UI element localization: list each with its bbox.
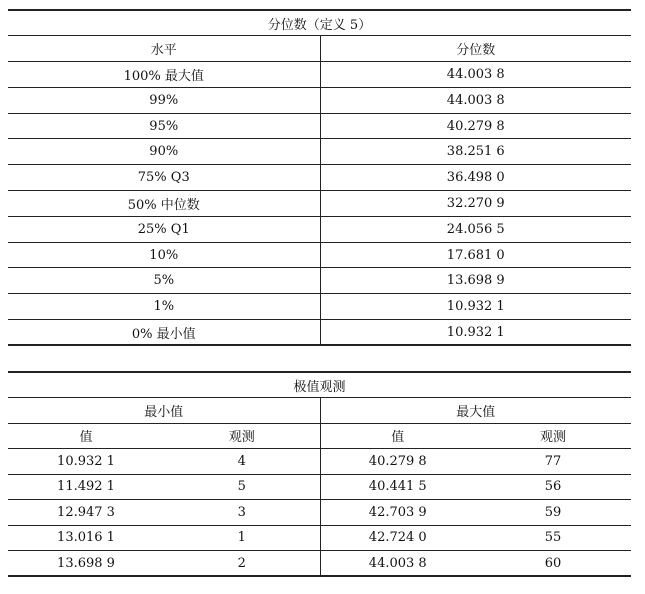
min-value-cell: 12.947 3 xyxy=(8,500,164,526)
max-obs-cell: 77 xyxy=(475,449,631,475)
extreme-table-title: 极值观测 xyxy=(293,379,346,395)
table-row xyxy=(8,551,631,577)
quantile-header-row xyxy=(8,36,631,62)
quantile-value-cell: 17.681 0 xyxy=(320,242,631,268)
table-row xyxy=(8,165,631,191)
quantile-value-cell: 10.932 1 xyxy=(320,320,631,346)
max-obs-header: 观测 xyxy=(475,423,631,449)
table-row xyxy=(8,500,631,526)
table-row xyxy=(8,525,631,551)
quantile-value-cell: 38.251 6 xyxy=(320,139,631,165)
level-cell: 10% xyxy=(8,242,320,268)
min-value-header: 值 xyxy=(8,423,164,449)
table-row xyxy=(8,62,631,88)
level-header: 水平 xyxy=(8,36,320,62)
min-obs-header: 观测 xyxy=(164,423,320,449)
quantile-value-cell: 36.498 0 xyxy=(320,165,631,191)
extreme-title-row xyxy=(8,372,631,398)
min-value-cell: 13.698 9 xyxy=(8,551,164,577)
level-cell: 100% 最大值 xyxy=(8,62,320,88)
min-obs-cell: 4 xyxy=(164,449,320,475)
max-obs-cell: 59 xyxy=(475,500,631,526)
quantile-value-cell: 44.003 8 xyxy=(320,62,631,88)
extreme-group-row xyxy=(8,398,631,424)
min-group-header: 最小值 xyxy=(8,398,320,424)
table-row xyxy=(8,87,631,113)
quantile-table xyxy=(8,9,631,346)
quantile-value-cell: 10.932 1 xyxy=(320,294,631,320)
table-row xyxy=(8,268,631,294)
quantile-value-cell: 40.279 8 xyxy=(320,113,631,139)
max-value-cell: 42.724 0 xyxy=(320,525,475,551)
max-value-cell: 42.703 9 xyxy=(320,500,475,526)
max-obs-cell: 56 xyxy=(475,474,631,500)
table-row xyxy=(8,139,631,165)
level-cell: 95% xyxy=(8,113,320,139)
table-row xyxy=(8,449,631,475)
extreme-observations-table xyxy=(8,371,631,577)
quantile-value-cell: 44.003 8 xyxy=(320,87,631,113)
quantile-header: 分位数 xyxy=(320,36,631,62)
min-value-cell: 13.016 1 xyxy=(8,525,164,551)
table-row xyxy=(8,474,631,500)
quantile-value-cell: 24.056 5 xyxy=(320,216,631,242)
quantile-value-cell: 13.698 9 xyxy=(320,268,631,294)
max-group-header: 最大值 xyxy=(320,398,631,424)
table-row xyxy=(8,320,631,346)
level-cell: 1% xyxy=(8,294,320,320)
table-row xyxy=(8,113,631,139)
quantile-table-title: 分位数（定义 5） xyxy=(267,17,372,33)
max-obs-cell: 60 xyxy=(475,551,631,577)
level-cell: 99% xyxy=(8,87,320,113)
level-cell: 0% 最小值 xyxy=(8,320,320,346)
min-obs-cell: 5 xyxy=(164,474,320,500)
max-value-header: 值 xyxy=(320,423,475,449)
table-row xyxy=(8,191,631,217)
extreme-header-row xyxy=(8,423,631,449)
min-value-cell: 11.492 1 xyxy=(8,474,164,500)
level-cell: 75% Q3 xyxy=(8,165,320,191)
min-obs-cell: 2 xyxy=(164,551,320,577)
level-cell: 25% Q1 xyxy=(8,216,320,242)
min-obs-cell: 1 xyxy=(164,525,320,551)
level-cell: 90% xyxy=(8,139,320,165)
max-value-cell: 40.441 5 xyxy=(320,474,475,500)
quantile-title-row xyxy=(8,10,631,36)
max-obs-cell: 55 xyxy=(475,525,631,551)
max-value-cell: 44.003 8 xyxy=(320,551,475,577)
table-row xyxy=(8,242,631,268)
level-cell: 50% 中位数 xyxy=(8,191,320,217)
table-row xyxy=(8,216,631,242)
table-row xyxy=(8,294,631,320)
max-value-cell: 40.279 8 xyxy=(320,449,475,475)
quantile-value-cell: 32.270 9 xyxy=(320,191,631,217)
level-cell: 5% xyxy=(8,268,320,294)
min-obs-cell: 3 xyxy=(164,500,320,526)
min-value-cell: 10.932 1 xyxy=(8,449,164,475)
